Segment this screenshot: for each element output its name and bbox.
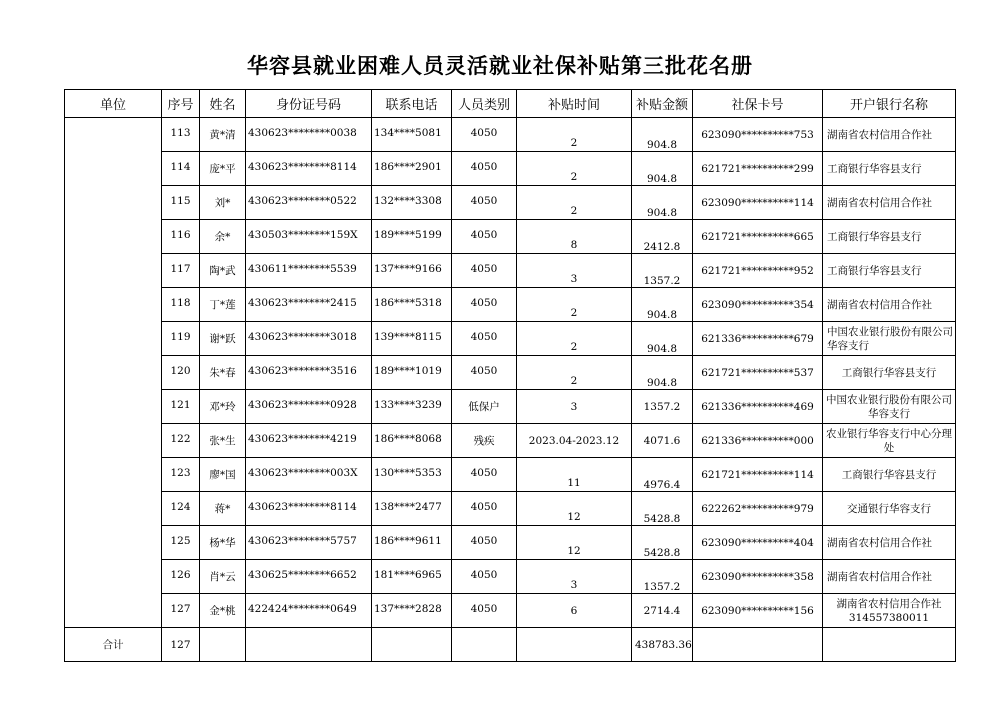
cell-period: 11 xyxy=(517,458,632,492)
cell-phone: 137****9166 xyxy=(372,254,452,288)
cell-name: 朱*春 xyxy=(200,356,246,390)
cell-category: 4050 xyxy=(452,152,517,186)
cell-card: 623090**********354 xyxy=(693,288,823,322)
cell-category: 4050 xyxy=(452,186,517,220)
table-row xyxy=(65,458,956,492)
cell-name: 张*生 xyxy=(200,424,246,458)
cell-amount: 904.8 xyxy=(632,322,693,356)
cell-id: 430611********5539 xyxy=(246,254,372,288)
table-row xyxy=(65,492,956,526)
total-empty-period xyxy=(517,628,632,662)
cell-seq: 120 xyxy=(162,356,200,390)
cell-name: 廖*国 xyxy=(200,458,246,492)
cell-phone: 133****3239 xyxy=(372,390,452,424)
cell-category: 4050 xyxy=(452,356,517,390)
cell-id: 430623********3018 xyxy=(246,322,372,356)
cell-seq: 119 xyxy=(162,322,200,356)
header-category: 人员类别 xyxy=(452,90,517,118)
cell-period: 2 xyxy=(517,118,632,152)
cell-bank: 湖南省农村信用合作社 xyxy=(823,118,956,152)
cell-seq: 122 xyxy=(162,424,200,458)
cell-card: 623090**********156 xyxy=(693,594,823,628)
cell-amount: 1357.2 xyxy=(632,560,693,594)
table-row xyxy=(65,288,956,322)
header-phone: 联系电话 xyxy=(372,90,452,118)
cell-phone: 186****5318 xyxy=(372,288,452,322)
cell-amount: 2714.4 xyxy=(632,594,693,628)
cell-seq: 116 xyxy=(162,220,200,254)
cell-bank: 工商银行华容县支行 xyxy=(823,254,956,288)
table-row xyxy=(65,424,956,458)
cell-category: 4050 xyxy=(452,594,517,628)
cell-card: 623090**********114 xyxy=(693,186,823,220)
cell-amount: 904.8 xyxy=(632,152,693,186)
cell-seq: 114 xyxy=(162,152,200,186)
cell-seq: 115 xyxy=(162,186,200,220)
cell-phone: 189****1019 xyxy=(372,356,452,390)
cell-category: 4050 xyxy=(452,288,517,322)
cell-amount: 2412.8 xyxy=(632,220,693,254)
cell-amount: 1357.2 xyxy=(632,390,693,424)
cell-seq: 121 xyxy=(162,390,200,424)
cell-card: 621336**********469 xyxy=(693,390,823,424)
cell-phone: 130****5353 xyxy=(372,458,452,492)
cell-id: 430623********5757 xyxy=(246,526,372,560)
cell-name: 邓*玲 xyxy=(200,390,246,424)
table-row xyxy=(65,220,956,254)
cell-seq: 113 xyxy=(162,118,200,152)
cell-bank: 湖南省农村信用合作社314557380011 xyxy=(823,594,956,628)
cell-name: 庞*平 xyxy=(200,152,246,186)
cell-period: 8 xyxy=(517,220,632,254)
cell-period: 12 xyxy=(517,492,632,526)
total-empty-card xyxy=(693,628,823,662)
page-title: 华容县就业困难人员灵活就业社保补贴第三批花名册 xyxy=(247,54,753,78)
cell-card: 621721**********952 xyxy=(693,254,823,288)
cell-bank: 中国农业银行股份有限公司华容支行 xyxy=(823,390,956,424)
table-row xyxy=(65,560,956,594)
cell-amount: 5428.8 xyxy=(632,526,693,560)
unit-cell xyxy=(65,118,162,628)
cell-amount: 4976.4 xyxy=(632,458,693,492)
cell-name: 谢*跃 xyxy=(200,322,246,356)
total-empty-category xyxy=(452,628,517,662)
cell-category: 4050 xyxy=(452,220,517,254)
cell-amount: 904.8 xyxy=(632,356,693,390)
cell-category: 4050 xyxy=(452,254,517,288)
cell-period: 2 xyxy=(517,356,632,390)
cell-card: 621336**********000 xyxy=(693,424,823,458)
table-body xyxy=(65,118,956,662)
table-row xyxy=(65,322,956,356)
cell-phone: 139****8115 xyxy=(372,322,452,356)
cell-name: 余* xyxy=(200,220,246,254)
cell-name: 黄*清 xyxy=(200,118,246,152)
total-empty-bank xyxy=(823,628,956,662)
cell-bank: 农业银行华容支行中心分理处 xyxy=(823,424,956,458)
cell-bank: 工商银行华容县支行 xyxy=(823,356,956,390)
cell-category: 4050 xyxy=(452,560,517,594)
cell-period: 2 xyxy=(517,186,632,220)
cell-phone: 186****2901 xyxy=(372,152,452,186)
cell-period: 2 xyxy=(517,152,632,186)
cell-id: 430623********3516 xyxy=(246,356,372,390)
table-row xyxy=(65,254,956,288)
cell-amount: 904.8 xyxy=(632,186,693,220)
cell-category: 低保户 xyxy=(452,390,517,424)
table-row xyxy=(65,594,956,628)
cell-name: 陶*武 xyxy=(200,254,246,288)
total-amount: 438783.36 xyxy=(632,628,693,662)
cell-category: 残疾 xyxy=(452,424,517,458)
cell-card: 622262**********979 xyxy=(693,492,823,526)
cell-phone: 181****6965 xyxy=(372,560,452,594)
cell-seq: 117 xyxy=(162,254,200,288)
cell-seq: 123 xyxy=(162,458,200,492)
cell-card: 621721**********665 xyxy=(693,220,823,254)
cell-card: 621336**********679 xyxy=(693,322,823,356)
cell-id: 430623********4219 xyxy=(246,424,372,458)
cell-id: 422424********0649 xyxy=(246,594,372,628)
cell-period: 3 xyxy=(517,254,632,288)
cell-amount: 904.8 xyxy=(632,288,693,322)
cell-seq: 118 xyxy=(162,288,200,322)
header-seq: 序号 xyxy=(162,90,200,118)
cell-id: 430623********003X xyxy=(246,458,372,492)
cell-phone: 134****5081 xyxy=(372,118,452,152)
cell-card: 621721**********299 xyxy=(693,152,823,186)
cell-category: 4050 xyxy=(452,322,517,356)
cell-card: 623090**********404 xyxy=(693,526,823,560)
cell-phone: 189****5199 xyxy=(372,220,452,254)
cell-id: 430623********0522 xyxy=(246,186,372,220)
cell-seq: 127 xyxy=(162,594,200,628)
header-unit: 单位 xyxy=(65,90,162,118)
cell-id: 430625********6652 xyxy=(246,560,372,594)
cell-phone: 132****3308 xyxy=(372,186,452,220)
cell-id: 430623********8114 xyxy=(246,492,372,526)
cell-bank: 湖南省农村信用合作社 xyxy=(823,560,956,594)
cell-name: 杨*华 xyxy=(200,526,246,560)
table-row xyxy=(65,356,956,390)
header-card: 社保卡号 xyxy=(693,90,823,118)
cell-phone: 186****9611 xyxy=(372,526,452,560)
table-row xyxy=(65,390,956,424)
total-empty-id xyxy=(246,628,372,662)
cell-phone: 138****2477 xyxy=(372,492,452,526)
cell-period: 3 xyxy=(517,560,632,594)
cell-card: 623090**********753 xyxy=(693,118,823,152)
cell-bank: 交通银行华容支行 xyxy=(823,492,956,526)
table-row xyxy=(65,186,956,220)
cell-phone: 137****2828 xyxy=(372,594,452,628)
table-row xyxy=(65,152,956,186)
cell-card: 623090**********358 xyxy=(693,560,823,594)
total-count: 127 xyxy=(162,628,200,662)
total-row xyxy=(65,628,956,662)
cell-id: 430503********159X xyxy=(246,220,372,254)
cell-category: 4050 xyxy=(452,118,517,152)
cell-name: 肖*云 xyxy=(200,560,246,594)
header-period: 补贴时间 xyxy=(517,90,632,118)
header-bank: 开户银行名称 xyxy=(823,90,956,118)
header-name: 姓名 xyxy=(200,90,246,118)
cell-seq: 126 xyxy=(162,560,200,594)
cell-category: 4050 xyxy=(452,526,517,560)
cell-seq: 124 xyxy=(162,492,200,526)
cell-period: 2 xyxy=(517,322,632,356)
cell-bank: 工商银行华容县支行 xyxy=(823,220,956,254)
cell-phone: 186****8068 xyxy=(372,424,452,458)
header-id: 身份证号码 xyxy=(246,90,372,118)
cell-bank: 湖南省农村信用合作社 xyxy=(823,526,956,560)
cell-name: 丁*莲 xyxy=(200,288,246,322)
cell-bank: 湖南省农村信用合作社 xyxy=(823,186,956,220)
cell-seq: 125 xyxy=(162,526,200,560)
cell-id: 430623********8114 xyxy=(246,152,372,186)
cell-category: 4050 xyxy=(452,492,517,526)
table-row xyxy=(65,526,956,560)
cell-name: 蒋* xyxy=(200,492,246,526)
cell-card: 621721**********114 xyxy=(693,458,823,492)
total-label: 合计 xyxy=(65,628,162,662)
cell-amount: 904.8 xyxy=(632,118,693,152)
cell-name: 金*桃 xyxy=(200,594,246,628)
cell-amount: 4071.6 xyxy=(632,424,693,458)
cell-period: 3 xyxy=(517,390,632,424)
cell-id: 430623********2415 xyxy=(246,288,372,322)
total-empty-name xyxy=(200,628,246,662)
cell-period: 6 xyxy=(517,594,632,628)
header-amount: 补贴金额 xyxy=(632,90,693,118)
cell-bank: 工商银行华容县支行 xyxy=(823,152,956,186)
cell-bank: 湖南省农村信用合作社 xyxy=(823,288,956,322)
cell-card: 621721**********537 xyxy=(693,356,823,390)
cell-period: 2023.04-2023.12 xyxy=(517,424,632,458)
cell-amount: 1357.2 xyxy=(632,254,693,288)
cell-bank: 工商银行华容县支行 xyxy=(823,458,956,492)
roster-table xyxy=(64,89,956,662)
cell-period: 12 xyxy=(517,526,632,560)
cell-amount: 5428.8 xyxy=(632,492,693,526)
cell-period: 2 xyxy=(517,288,632,322)
cell-bank: 中国农业银行股份有限公司华容支行 xyxy=(823,322,956,356)
cell-category: 4050 xyxy=(452,458,517,492)
total-empty-phone xyxy=(372,628,452,662)
cell-id: 430623********0038 xyxy=(246,118,372,152)
cell-id: 430623********0928 xyxy=(246,390,372,424)
header-row xyxy=(65,90,956,118)
table-row xyxy=(65,118,956,152)
cell-name: 刘* xyxy=(200,186,246,220)
